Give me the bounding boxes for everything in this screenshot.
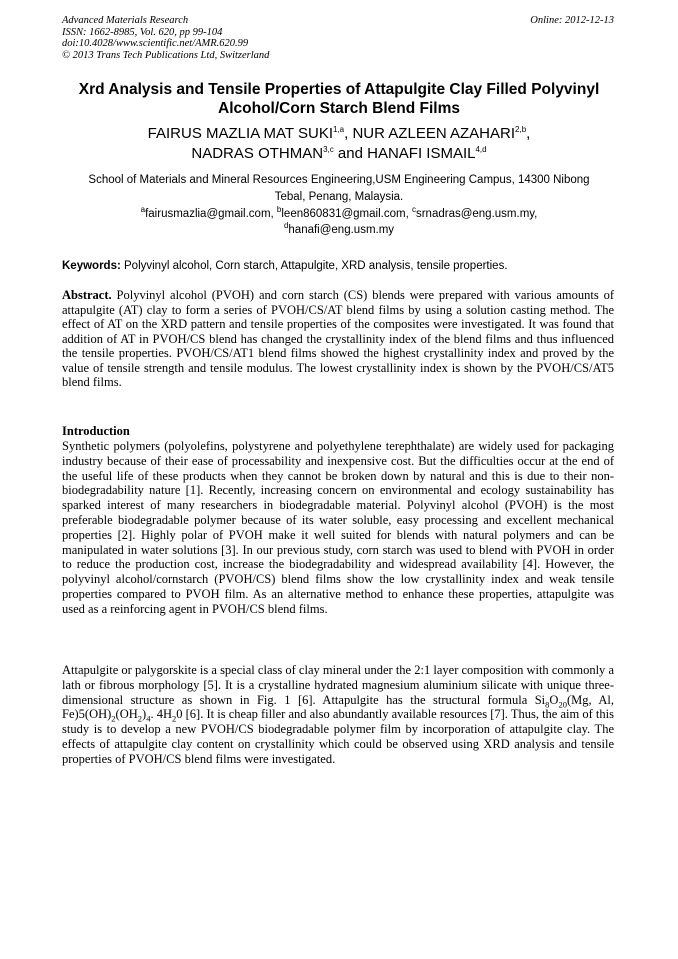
keywords-label: Keywords: — [62, 260, 121, 272]
formula-subscript: 2 — [137, 713, 143, 724]
issn: ISSN: 1662-8985, Vol. 620, pp 99-104 — [62, 26, 223, 38]
author-name: NADRAS OTHMAN — [191, 145, 324, 162]
author-list — [50, 124, 628, 164]
email-link[interactable]: leen860831@gmail.com, — [281, 208, 409, 220]
formula-part: (OH — [115, 707, 138, 722]
copyright: © 2013 Trans Tech Publications Ltd, Switzerland — [62, 49, 270, 61]
author-affil-marker: 3,c — [323, 145, 334, 154]
keywords — [62, 259, 614, 273]
online-date: Online: 2012-12-13 — [530, 15, 614, 26]
authors-line-1: FAIRUS MAZLIA MAT SUKI$^{1,a}$, NUR AZLEEN AZAHARI$^{2,b}$, — [147, 125, 531, 142]
email-marker: c — [411, 205, 416, 215]
introduction-paragraph-1: Synthetic polymers (polyolefins, polystyrene and polyethylene terephthalate) are widely used for packaging industry because of their ease of processability and inexpensive cost. But the difficulties occur at the end of the useful life of these products when they cannot be broken down by natural and this is due to their non-biodegradability nature [1]. Recently, increasing concern on environmental and ecology sustainability has sparked interest of many researchers in biodegradable material. Polyvinyl alcohol (PVOH) is the most preferable biodegradable polymer because of its water soluble, easy processing and excellent mechanical properties [2]. Highly polar of PVOH make it well suited for blends with natural polymers and can be manipulated in water solutions [3]. In our previous study, corn starch was used to blend with PVOH in order to reduce the production cost, increase the biodegradability and widespread availability [4]. However, the polyvinyl alcohol/cornstarch (PVOH/CS) blend films show the low crystallinity index and weak tensile properties compared to PVOH film. As an alternative method to enhance these properties, attapulgite was used as a reinforcing agent in PVOH/CS blend films. — [62, 439, 614, 616]
email-link[interactable]: fairusmazlia@gmail.com, — [145, 208, 274, 220]
doi: doi:10.4028/www.scientific.net/AMR.620.99 — [62, 38, 249, 49]
email-marker: a — [140, 205, 146, 215]
affiliation-line-1: School of Materials and Mineral Resources Engineering,USM Engineering Campus, 14300 Nibong — [88, 174, 590, 186]
author-affil-marker: 2,b — [515, 125, 527, 134]
journal-header — [62, 15, 614, 61]
author-affil-marker: 4,d — [475, 145, 487, 154]
emails-line-1 — [50, 207, 628, 223]
email-link[interactable]: srnadras@eng.usm.my, — [415, 208, 538, 220]
abstract-text: Polyvinyl alcohol (PVOH) and corn starch (CS) blends were prepared with various amounts of attapulgite (AT) clay to form a series of PVOH/CS/AT blend films by using a solution casting method. The effect of AT on the XRD pattern and tensile properties of the composites were investigated. It was found that addition of AT in PVOH/CS blend has changed the crystallinity index of the blend films and thus influenced the tensile properties. PVOH/CS/AT1 blend films showed the highest crystallinity index and proved by the value of tensile strength and tensile modulus. The lowest crystallinity index is shown by the PVOH/CS/AT5 blend films. — [62, 288, 614, 389]
introduction-heading: Introduction — [62, 424, 130, 438]
author-name: NUR AZLEEN AZAHARI — [352, 125, 516, 142]
keywords-text: Polyvinyl alcohol, Corn starch, Attapulgite, XRD analysis, tensile properties. — [124, 260, 508, 272]
formula-subscript: 8 — [545, 699, 550, 710]
formula-subscript: 2 — [111, 713, 116, 724]
abstract-label: Abstract. — [62, 288, 112, 302]
affiliation — [50, 172, 628, 206]
author-name: FAIRUS MAZLIA MAT SUKI — [147, 125, 333, 142]
journal-name: Advanced Materials Research — [62, 15, 189, 26]
paper-title — [50, 80, 628, 118]
formula-part: O — [549, 692, 559, 707]
abstract — [62, 288, 614, 390]
formula-subscript: 4 — [146, 713, 151, 724]
author-emails — [50, 207, 628, 238]
email-marker: b — [276, 205, 282, 215]
email-marker: d — [283, 220, 289, 230]
formula-subscript: 2 — [171, 713, 177, 724]
title-line-2: Alcohol/Corn Starch Blend Films — [218, 100, 460, 117]
emails-line-2 — [50, 220, 628, 239]
authors-line-2 — [50, 144, 628, 164]
formula-part: ) — [142, 707, 147, 722]
author-affil-marker: 1,a — [333, 125, 345, 134]
paragraph-text: Attapulgite or palygorskite is a special class of clay mineral under the 2:1 layer composition with commonly a lath or fibrous morphology [5]. It is a crystalline hydrated magnesium aluminium silicate with unique three-dimensional structure as shown in Fig. 1 [6]. Attapulgite has the structural formula Si — [62, 663, 614, 707]
author-conjunction: and — [337, 145, 363, 162]
paragraph-text: 0 [6]. It is cheap filler and also abundantly available resources [7]. Thus, the aim of this study is to develop a new PVOH/CS biodegradable polymer film by incorporation of attapulgite clay. The effects of attapulgite clay content on crystallinity which could be observed using XRD analysis and tensile properties of PVOH/CS blend films were investigated. — [62, 707, 614, 766]
formula-part: (Mg, Al, Fe)5(OH) — [62, 692, 614, 722]
affiliation-line-2: Tebal, Penang, Malaysia. — [274, 191, 404, 203]
title-line-1: Xrd Analysis and Tensile Properties of Attapulgite Clay Filled Polyvinyl — [78, 81, 600, 98]
email-link[interactable]: hanafi@eng.usm.my — [288, 223, 395, 236]
formula-subscript: 20 — [558, 699, 567, 710]
introduction-paragraph-2 — [62, 663, 614, 767]
formula-part: . 4H — [150, 707, 172, 722]
author-name: HANAFI ISMAIL — [367, 145, 476, 162]
